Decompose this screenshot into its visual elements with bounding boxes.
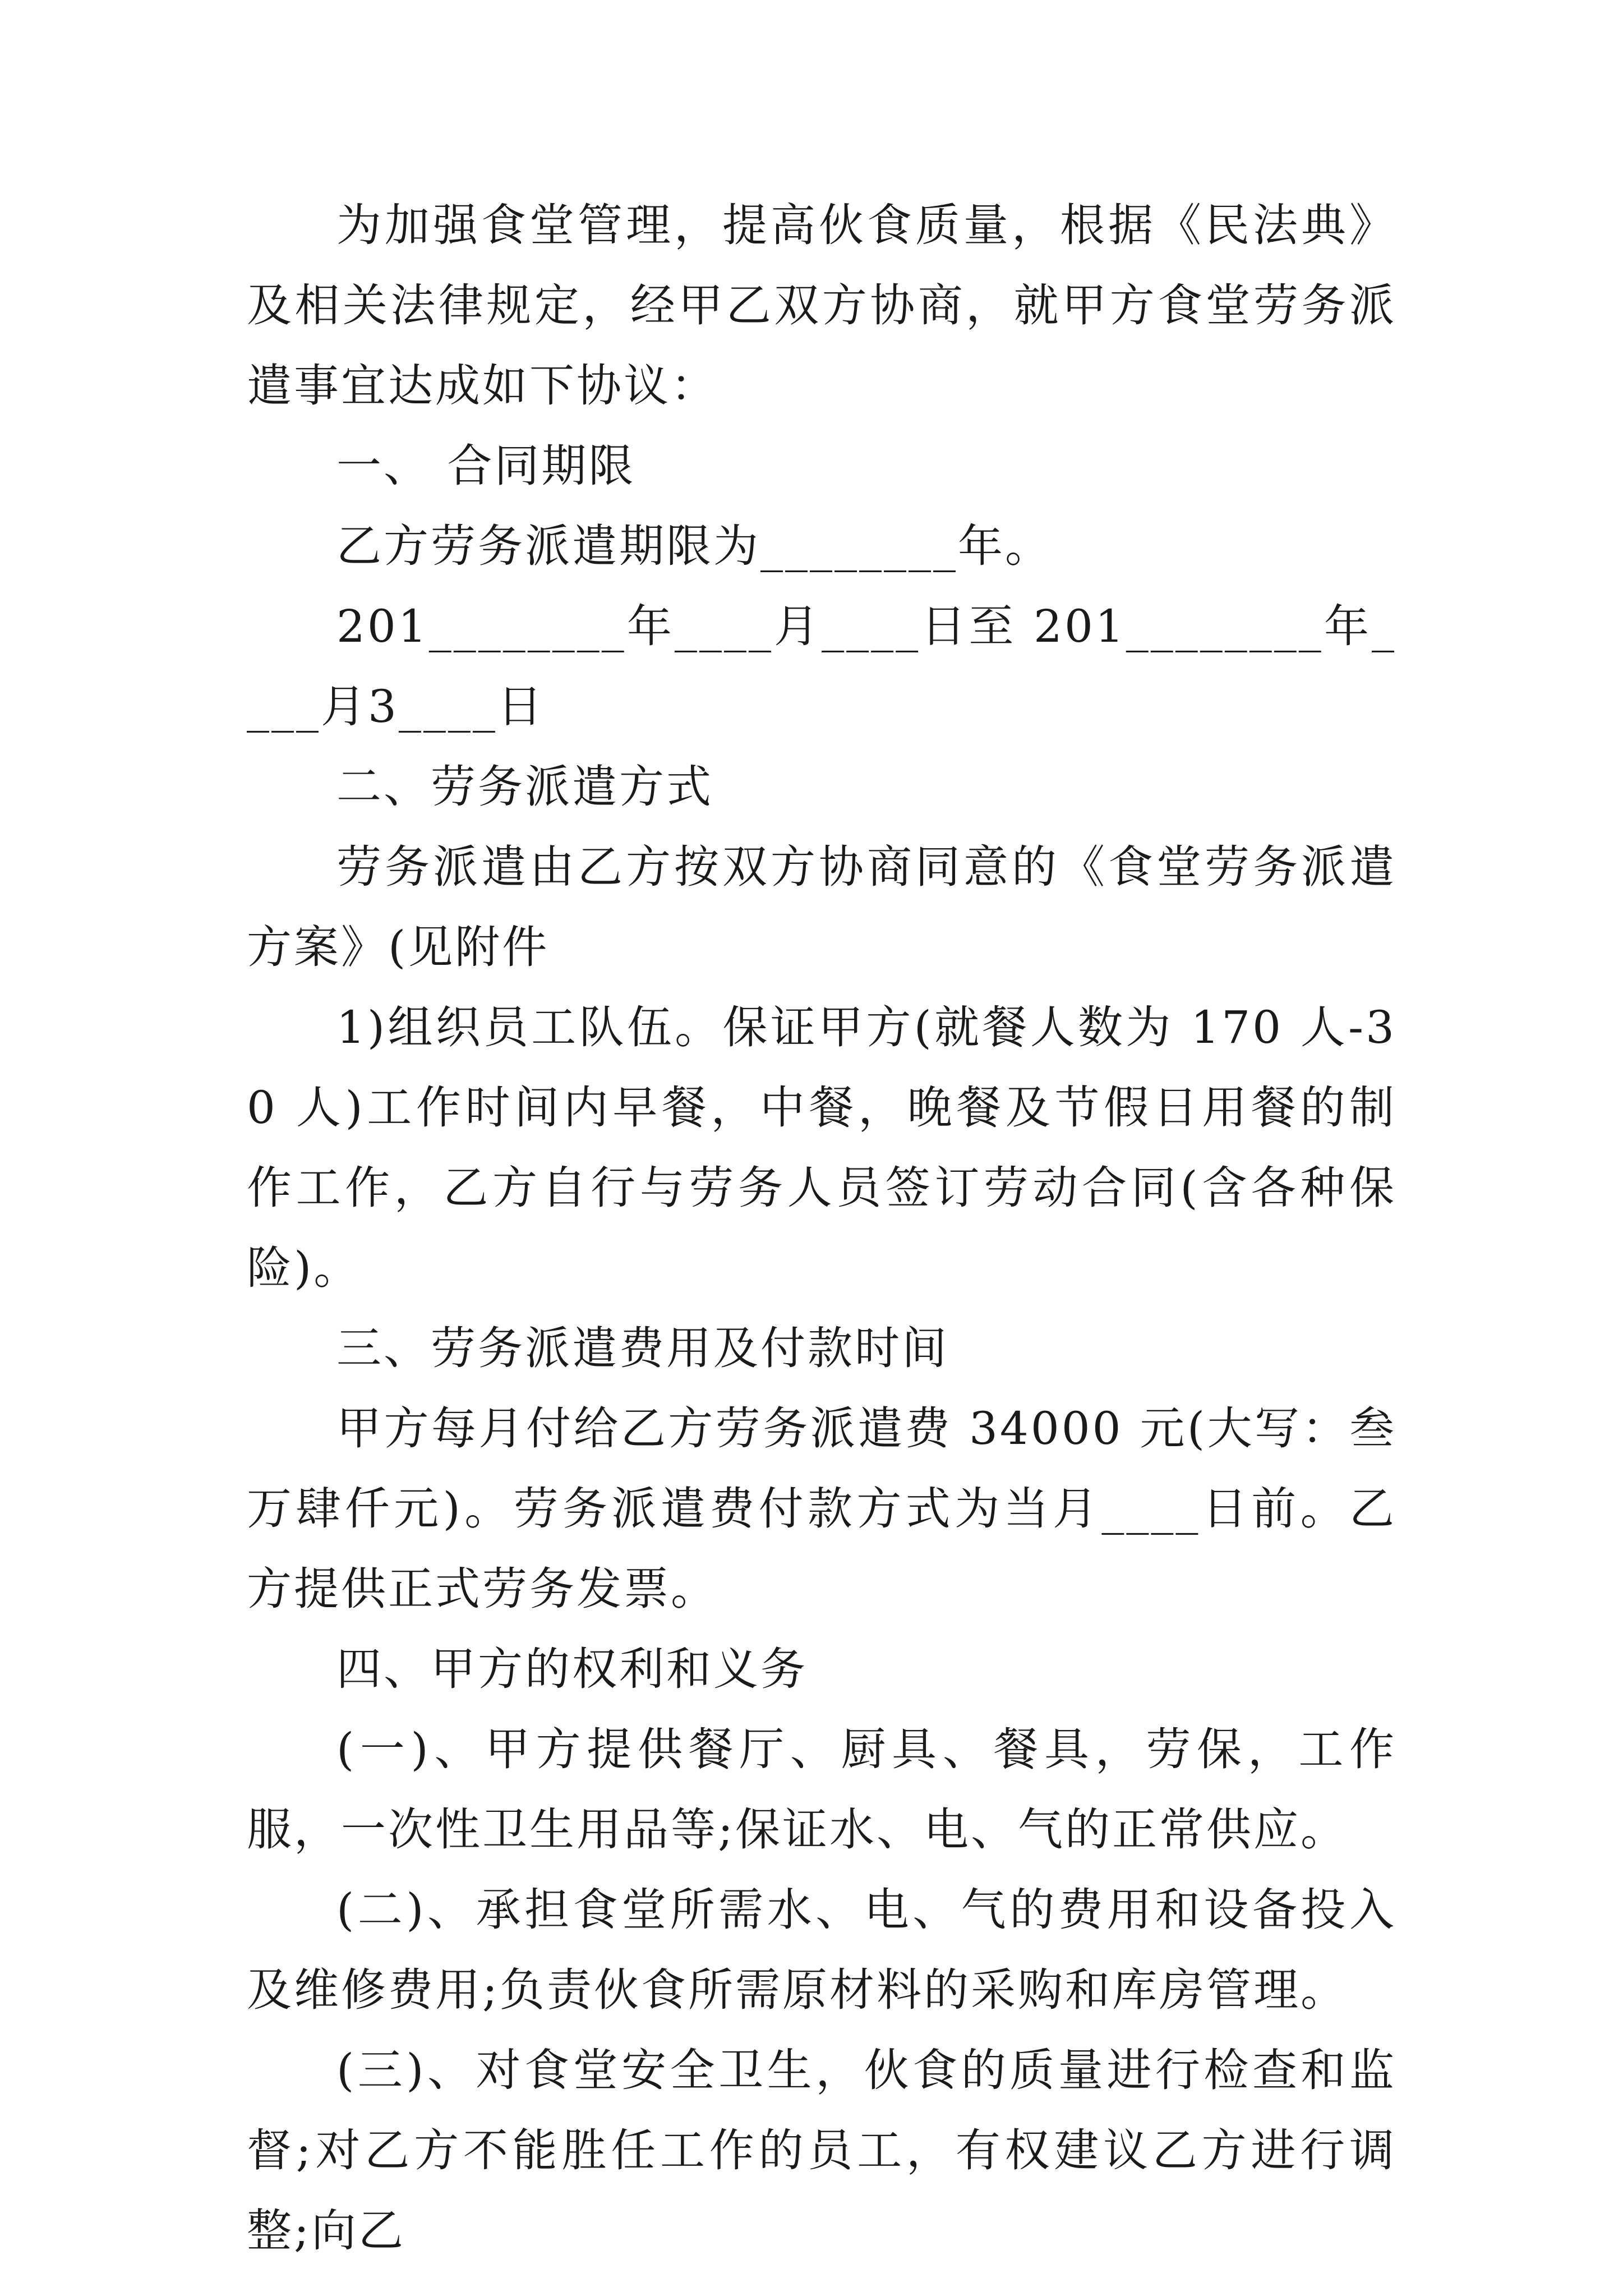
paragraph-term-dates: 201________年____月____日至 201________年____月3____日 <box>247 600 1396 733</box>
section-heading-term: 一、 合同期限 <box>336 440 636 492</box>
section-heading-method: 二、劳务派遣方式 <box>336 761 713 813</box>
paragraph-party-a-item-2: (二)、承担食堂所需水、电、气的费用和设备投入及维修费用;负责伙食所需原材料的采购和库房管理。 <box>247 1884 1396 2016</box>
paragraph-party-a-item-1: (一)、甲方提供餐厅、厨具、餐具，劳保，工作服，一次性卫生用品等;保证水、电、气的正常供应。 <box>247 1723 1396 1856</box>
paragraph-intro: 为加强食堂管理，提高伙食质量，根据《民法典》及相关法律规定，经甲乙双方协商，就甲方食堂劳务派遣事宜达成如下协议： <box>247 199 1396 412</box>
document-body <box>247 185 1396 2271</box>
paragraph-method-plan: 劳务派遣由乙方按双方协商同意的《食堂劳务派遣方案》(见附件 <box>247 841 1396 973</box>
section-heading-fees: 三、劳务派遣费用及付款时间 <box>336 1322 949 1374</box>
paragraph-term-length: 乙方劳务派遣期限为________年。 <box>336 520 1052 572</box>
section-heading-party-a-rights: 四、甲方的权利和义务 <box>336 1643 808 1695</box>
paragraph-method-staff: 1)组织员工队伍。保证甲方(就餐人数为 170 人-30 人)工作时间内早餐，中餐，晚餐及节假日用餐的制作工作，乙方自行与劳务人员签订劳动合同(含各种保险)。 <box>247 1001 1396 1294</box>
paragraph-party-a-item-3: (三)、对食堂安全卫生，伙食的质量进行检查和监督;对乙方不能胜任工作的员工，有权建议乙方进行调整;向乙 <box>247 2044 1396 2257</box>
paragraph-fees: 甲方每月付给乙方劳务派遣费 34000 元(大写：叁万肆仟元)。劳务派遣费付款方式为当月____日前。乙方提供正式劳务发票。 <box>247 1402 1396 1615</box>
